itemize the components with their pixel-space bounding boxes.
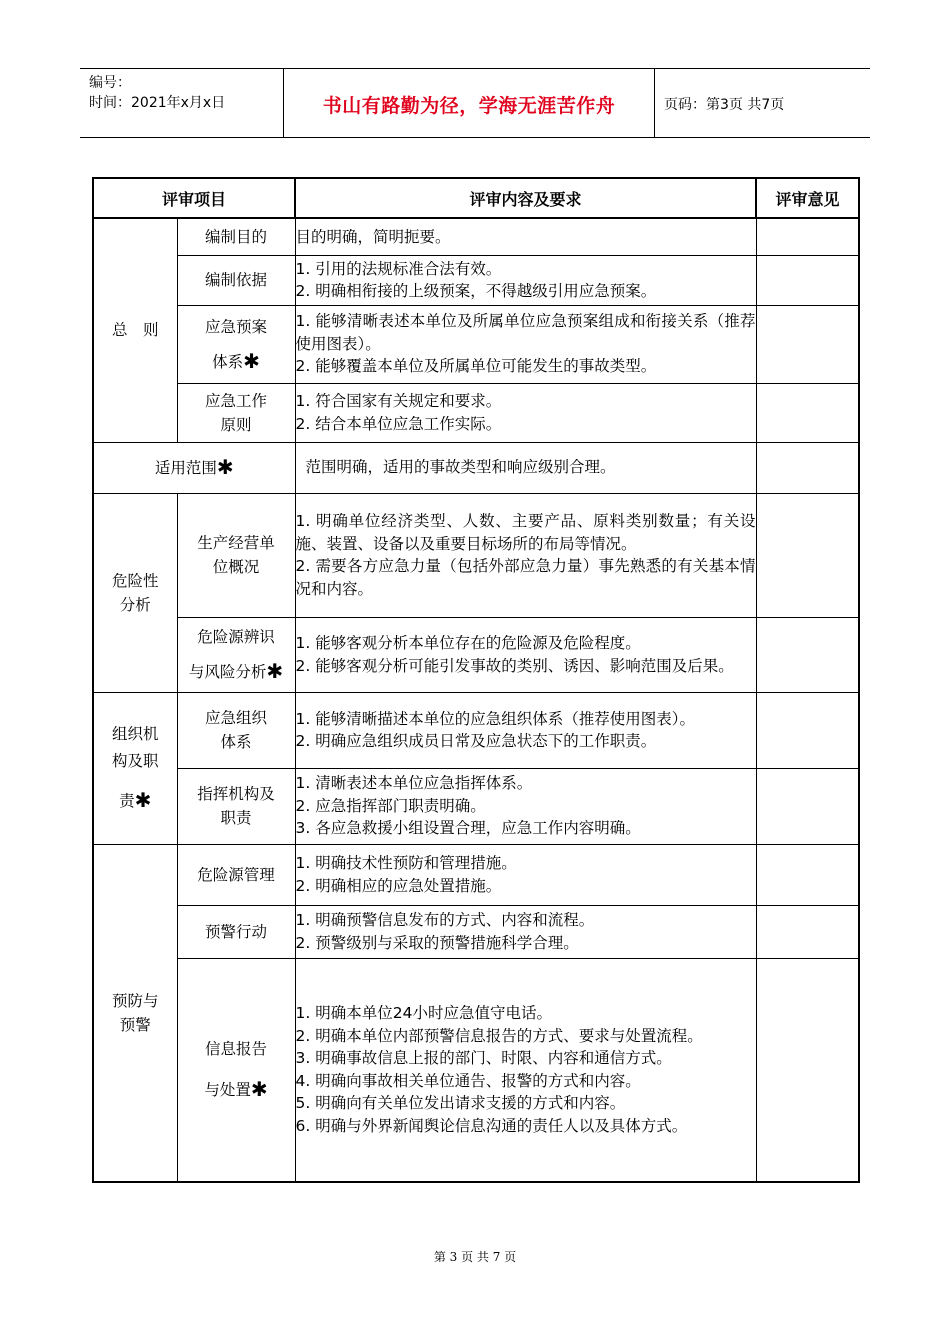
content-line: 6. 明确与外界新闻舆论信息沟通的责任人以及具体方式。 (295, 1116, 688, 1135)
content-line: 1. 清晰表述本单位应急指挥体系。 (295, 774, 533, 793)
item-content (295, 218, 756, 255)
opinion-cell[interactable] (756, 905, 859, 958)
opinion-cell[interactable] (756, 218, 859, 255)
item-name-text: 体系 (212, 352, 244, 371)
item-name-line: 危险源辨识 (197, 628, 275, 646)
content-line: 2. 明确应急组织成员日常及应急状态下的工作职责。 (295, 732, 657, 750)
content-line: 1. 能够清晰表述本单位及所属单位应急预案组成和衔接关系（推荐使用图表）。 (295, 312, 756, 353)
item-name-line: 应急组织 (205, 709, 268, 727)
content-line: 1. 明确技术性预防和管理措施。 (295, 854, 517, 872)
item-name: 编制目的 (177, 218, 295, 255)
category-org (93, 692, 177, 844)
page-header (80, 68, 870, 138)
category-line: 预防与 (111, 991, 159, 1010)
content-line: 2. 结合本单位应急工作实际。 (295, 414, 502, 433)
page-footer: 第 3 页 共 7 页 (433, 1250, 517, 1264)
item-name-text: 与风险分析 (188, 663, 267, 681)
header-motto: 书山有路勤为径，学海无涯苦作舟 (322, 95, 616, 117)
header-page-cell (655, 69, 870, 137)
opinion-cell[interactable] (756, 255, 859, 305)
item-content (295, 305, 756, 383)
item-name-line: 位概况 (212, 558, 260, 576)
item-content: 范围明确，适用的事故类型和响应级别合理。 (295, 442, 756, 493)
opinion-cell[interactable] (756, 844, 859, 905)
item-name-line: 应急预案 (205, 317, 268, 336)
item-name-line (178, 1069, 295, 1110)
item-name (177, 383, 295, 442)
table-row (93, 692, 859, 768)
category-prevent (93, 844, 177, 1182)
opinion-cell[interactable] (756, 442, 859, 493)
item-content (295, 768, 756, 844)
table-row (93, 958, 859, 1182)
item-name-line: 职责 (220, 809, 252, 827)
document-number-label: 编号： (89, 75, 131, 91)
item-name-text: 适用范围 (154, 459, 217, 477)
content-line: 3. 各应急救援小组设置合理，应急工作内容明确。 (295, 819, 641, 838)
opinion-cell[interactable] (756, 383, 859, 442)
content-line: 2. 明确相衔接的上级预案，不得越级引用应急预案。 (295, 282, 657, 300)
item-content (295, 958, 756, 1182)
content-line: 1. 明确本单位24小时应急值守电话。 (295, 1004, 552, 1023)
item-name (177, 305, 295, 383)
item-content (295, 844, 756, 905)
table-row (93, 218, 859, 255)
category-text: 责 (119, 792, 135, 810)
item-content (295, 617, 756, 692)
item-name (177, 958, 295, 1182)
asterisk-icon: ✱ (243, 348, 260, 373)
item-name (177, 768, 295, 844)
item-name-line: 信息报告 (205, 1040, 268, 1059)
table-row (93, 844, 859, 905)
asterisk-icon: ✱ (266, 659, 284, 683)
document-time-label: 时间：2021年x月x日 (89, 95, 226, 111)
content-line: 2. 应急指挥部门职责明确。 (295, 796, 486, 815)
content-line: 4. 明确向事故相关单位通告、报警的方式和内容。 (295, 1071, 641, 1090)
category-line: 危险性 (111, 571, 159, 590)
content-line: 1. 能够清晰描述本单位的应急组织体系（推荐使用图表）。 (295, 709, 695, 728)
content-line: 目的明确，简明扼要。 (295, 227, 451, 246)
col-header-opinion: 评审意见 (756, 178, 859, 218)
table-row (93, 905, 859, 958)
content-line: 1. 符合国家有关规定和要求。 (295, 392, 502, 410)
item-name (177, 493, 295, 617)
item-name (177, 617, 295, 692)
category-line: 预警 (119, 1015, 151, 1034)
content-line: 2. 需要各方应急力量（包括外部应急力量）事先熟悉的有关基本情况和内容。 (295, 557, 756, 598)
content-line: 2. 明确相应的应急处置措施。 (295, 876, 502, 895)
content-line: 1. 明确单位经济类型、人数、主要产品、原料类别数量；有关设施、装置、设备以及重要目标场所的布局等情况。 (295, 512, 756, 553)
asterisk-icon: ✱ (134, 788, 152, 812)
item-name: 编制依据 (177, 255, 295, 305)
review-table (92, 177, 860, 1183)
asterisk-icon: ✱ (216, 455, 234, 479)
item-name-line: 生产经营单 (197, 534, 275, 552)
category-line: 分析 (119, 595, 151, 614)
opinion-cell[interactable] (756, 493, 859, 617)
opinion-cell[interactable] (756, 768, 859, 844)
item-name-line: 原则 (220, 415, 252, 434)
col-header-item: 评审项目 (93, 178, 295, 218)
col-header-content: 评审内容及要求 (295, 178, 756, 218)
table-row (93, 768, 859, 844)
table-row (93, 255, 859, 305)
content-line: 2. 预警级别与采取的预警措施科学合理。 (295, 933, 579, 952)
opinion-cell[interactable] (756, 692, 859, 768)
category-general: 总 则 (93, 218, 177, 442)
opinion-cell[interactable] (756, 958, 859, 1182)
category-line: 构及职 (111, 752, 159, 770)
item-content (295, 905, 756, 958)
item-content (295, 383, 756, 442)
item-name: 预警行动 (177, 905, 295, 958)
item-name-line: 体系 (220, 733, 252, 751)
table-row (93, 617, 859, 692)
table-header-row (93, 178, 859, 218)
content-line: 2. 明确本单位内部预警信息报告的方式、要求与处置流程。 (295, 1026, 703, 1045)
content-line: 1. 能够客观分析本单位存在的危险源及危险程度。 (295, 634, 641, 652)
item-name-line (178, 344, 295, 379)
content-line: 3. 明确事故信息上报的部门、时限、内容和通信方式。 (295, 1049, 672, 1068)
table-row (93, 383, 859, 442)
item-content (295, 692, 756, 768)
item-name-text: 与处置 (204, 1081, 251, 1100)
asterisk-icon: ✱ (250, 1077, 268, 1102)
content-line: 2. 能够客观分析可能引发事故的类别、诱因、影响范围及后果。 (295, 656, 734, 675)
item-name: 危险源管理 (177, 844, 295, 905)
item-name-line: 指挥机构及 (197, 785, 275, 803)
header-motto-cell (284, 69, 655, 137)
content-line: 2. 能够覆盖本单位及所属单位可能发生的事故类型。 (295, 357, 657, 376)
table-row (93, 305, 859, 383)
content-line: 1. 引用的法规标准合法有效。 (295, 259, 502, 278)
opinion-cell[interactable] (756, 305, 859, 383)
opinion-cell[interactable] (756, 617, 859, 692)
header-info-cell (80, 69, 284, 137)
category-line (94, 787, 177, 815)
item-name-scope (93, 442, 295, 493)
header-page-number: 页码：第3页 共7页 (664, 97, 785, 113)
item-content (295, 255, 756, 305)
item-name-line: 应急工作 (205, 391, 268, 410)
content-line: 5. 明确向有关单位发出请求支援的方式和内容。 (295, 1094, 626, 1113)
table-row (93, 442, 859, 493)
category-hazard (93, 493, 177, 692)
item-name (177, 692, 295, 768)
item-name-line (178, 654, 295, 689)
item-content (295, 493, 756, 617)
table-row (93, 493, 859, 617)
category-line: 组织机 (111, 725, 159, 743)
content-line: 1. 明确预警信息发布的方式、内容和流程。 (295, 911, 595, 929)
